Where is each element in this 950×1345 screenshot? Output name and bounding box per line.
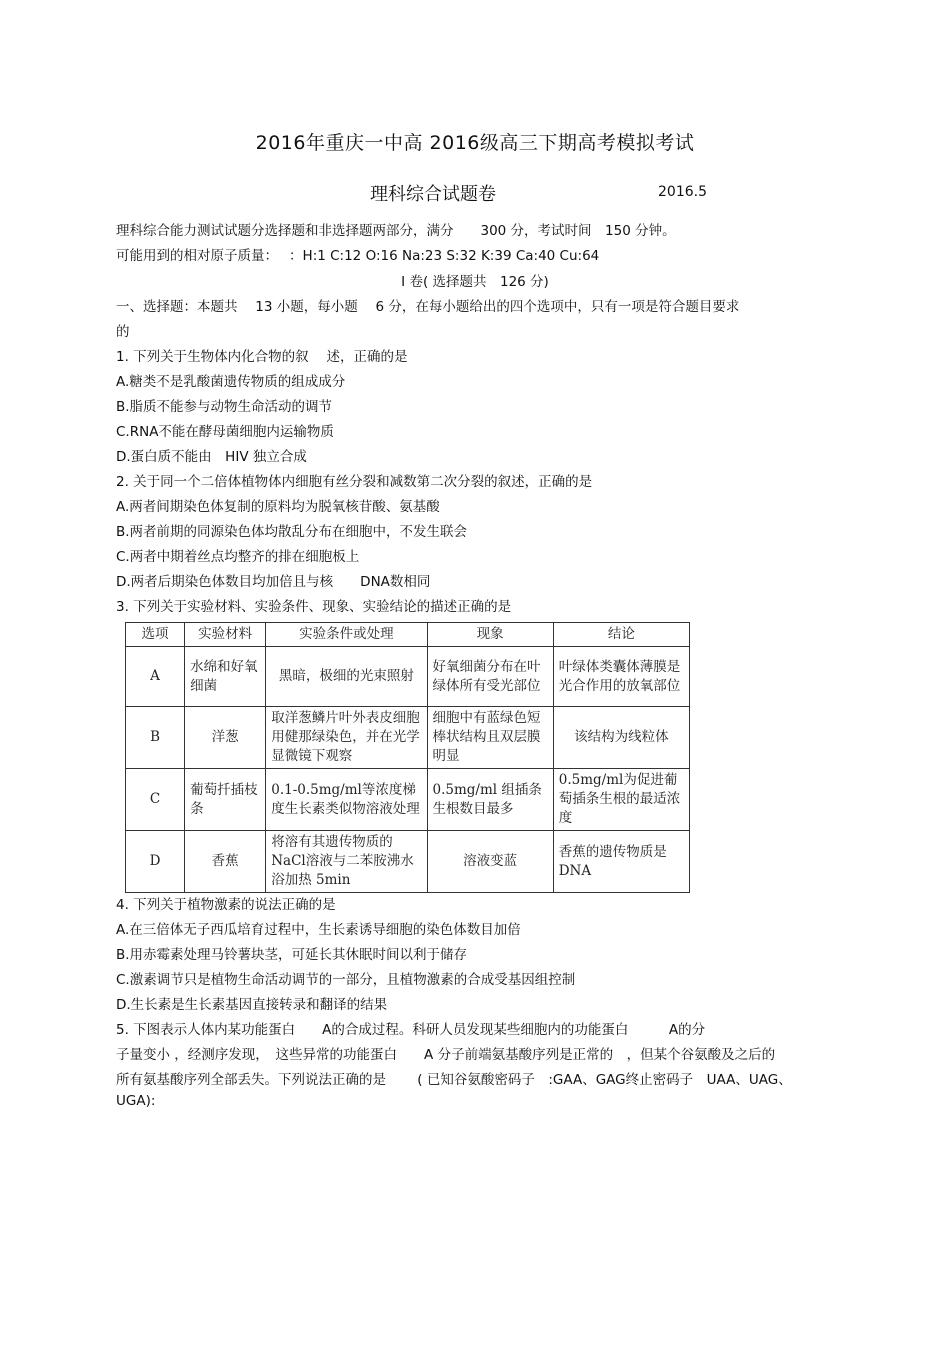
option-cell: D [126, 831, 185, 893]
table-row [126, 769, 690, 831]
option-cell: A [126, 647, 185, 707]
condition-cell: 将溶有其遗传物质的NaCl溶液与二苯胺沸水浴加热 5min [266, 831, 427, 893]
exam-date: 2016.5 [658, 184, 707, 200]
q1-option-c: C.RNA不能在酵母菌细胞内运输物质 [116, 424, 334, 440]
q2-stem: 2. 关于同一个二倍体植物体内细胞有丝分裂和减数第二次分裂的叙述，正确的是 [116, 474, 593, 490]
table-row [126, 707, 690, 769]
table-row [126, 647, 690, 707]
q4-stem: 4. 下列关于植物激素的说法正确的是 [116, 897, 336, 913]
q5-line-1: 5. 下图表示人体内某功能蛋白 A的合成过程。科研人员发现某些细胞内的功能蛋白 A的分 [116, 1022, 706, 1038]
q2-option-b: B.两者前期的同源染色体均散乱分布在细胞中，不发生联会 [116, 524, 468, 540]
phenomenon-cell: 0.5mg/ml 组插条生根数目最多 [427, 769, 553, 831]
phenomenon-cell: 细胞中有蓝绿色短棒状结构且双层膜明显 [427, 707, 553, 769]
conclusion-cell: 该结构为线粒体 [553, 707, 689, 769]
intro-line-score: 理科综合能力测试试题分选择题和非选择题两部分，满分 300 分，考试时间 150 分钟。 [116, 223, 676, 239]
condition-cell: 黑暗，极细的光束照射 [266, 647, 427, 707]
q1-stem: 1. 下列关于生物体内化合物的叙 述，正确的是 [116, 349, 408, 365]
material-cell: 水绵和好氧细菌 [185, 647, 266, 707]
q2-option-d: D.两者后期染色体数目均加倍且与核 DNA数相同 [116, 574, 431, 590]
q5-line-2: 子量变小 ，经测序发现， 这些异常的功能蛋白 A 分子前端氨基酸序列是正常的 ，但某个谷氨酸及之后的 [116, 1047, 776, 1063]
condition-cell: 0.1-0.5mg/ml等浓度梯度生长素类似物溶液处理 [266, 769, 427, 831]
q1-option-b: B.脂质不能参与动物生命活动的调节 [116, 399, 333, 415]
page-title: 2016年重庆一中高 2016级高三下期高考模拟考试 [255, 132, 695, 154]
q3-stem: 3. 下列关于实验材料、实验条件、现象、实验结论的描述正确的是 [116, 599, 512, 615]
q5-line-4: UGA): [116, 1093, 156, 1109]
section-heading: Ⅰ 卷( 选择题共 126 分) [401, 274, 549, 290]
option-cell: B [126, 707, 185, 769]
table-row [126, 831, 690, 893]
table-header-cell: 现象 [427, 623, 553, 647]
q4-option-b: B.用赤霉素处理马铃薯块茎，可延长其休眠时间以利于储存 [116, 947, 468, 963]
conclusion-cell: 叶绿体类囊体薄膜是光合作用的放氧部位 [553, 647, 689, 707]
q4-option-c: C.激素调节只是植物生命活动调节的一部分，且植物激素的合成受基因组控制 [116, 972, 576, 988]
table-header-cell: 结论 [553, 623, 689, 647]
q2-option-c: C.两者中期着丝点均整齐的排在细胞板上 [116, 549, 360, 565]
material-cell: 香蕉 [185, 831, 266, 893]
conclusion-cell: 0.5mg/ml为促进葡萄插条生根的最适浓度 [553, 769, 689, 831]
condition-cell: 取洋葱鳞片叶外表皮细胞用健那绿染色，并在光学显微镜下观察 [266, 707, 427, 769]
q1-option-d: D.蛋白质不能由 HIV 独立合成 [116, 449, 307, 465]
conclusion-cell: 香蕉的遗传物质是DNA [553, 831, 689, 893]
q4-option-d: D.生长素是生长素基因直接转录和翻译的结果 [116, 997, 388, 1013]
q5-line-3: 所有氨基酸序列全部丢失。下列说法正确的是 ( 已知谷氨酸密码子 :GAA、GAG终止密码子 UAA、UAG、 [116, 1072, 792, 1088]
phenomenon-cell: 好氧细菌分布在叶绿体所有受光部位 [427, 647, 553, 707]
table-header-row [126, 623, 690, 647]
q1-option-a: A.糖类不是乳酸菌遗传物质的组成成分 [116, 374, 346, 390]
q4-option-a: A.在三倍体无子西瓜培育过程中，生长素诱导细胞的染色体数目加倍 [116, 922, 521, 938]
q2-option-a: A.两者间期染色体复制的原料均为脱氧核苷酸、氨基酸 [116, 499, 440, 515]
instruction-line-2: 的 [116, 324, 130, 340]
phenomenon-cell: 溶液变蓝 [427, 831, 553, 893]
page-subtitle: 理科综合试题卷 [370, 184, 496, 205]
material-cell: 葡萄扦插枝条 [185, 769, 266, 831]
table-header-cell: 实验材料 [185, 623, 266, 647]
option-cell: C [126, 769, 185, 831]
instruction-line-1: 一、选择题：本题共 13 小题，每小题 6 分，在每小题给出的四个选项中，只有一项是符合题目要求 [116, 299, 740, 315]
material-cell: 洋葱 [185, 707, 266, 769]
table-header-cell: 选项 [126, 623, 185, 647]
experiment-table [125, 622, 690, 893]
table-header-cell: 实验条件或处理 [266, 623, 427, 647]
intro-line-atomic-mass: 可能用到的相对原子质量： ：H:1 C:12 O:16 Na:23 S:32 K:39 Ca:40 Cu:64 [116, 248, 600, 264]
